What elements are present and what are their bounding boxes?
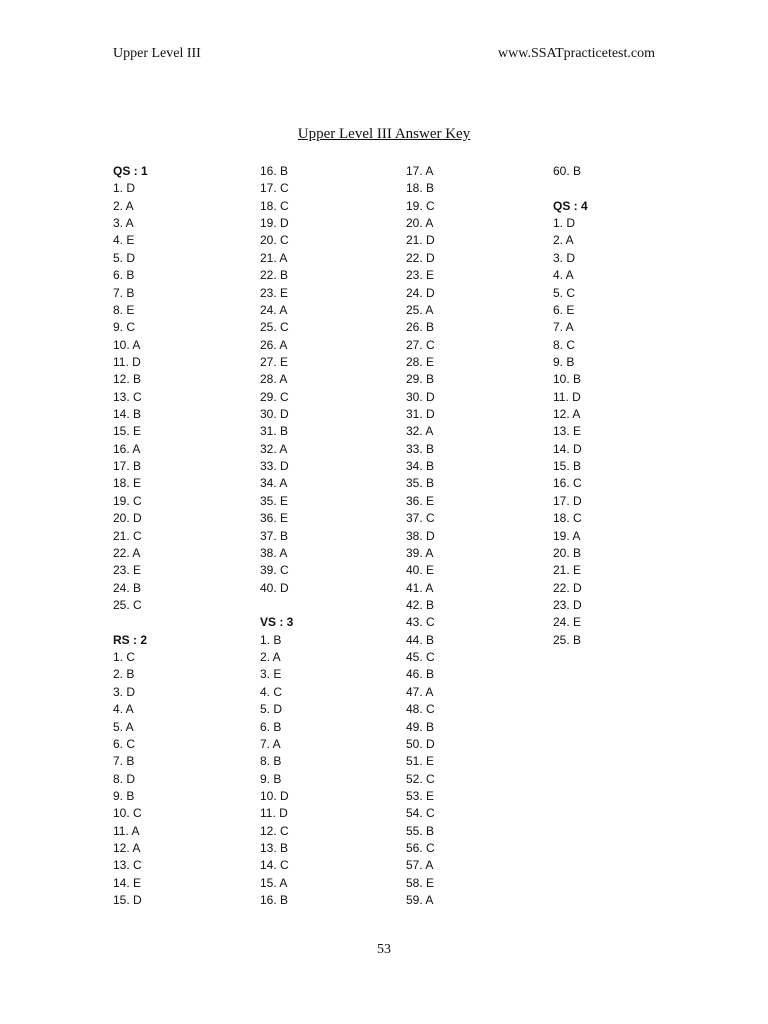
answer-item: 49. B [406, 719, 435, 734]
answer-item: 1. D [113, 181, 136, 196]
answer-item: 10. A [113, 337, 141, 352]
answer-item: 8. D [113, 771, 136, 786]
answer-item: 26. A [260, 337, 288, 352]
answer-item: 13. E [553, 424, 582, 439]
answer-item: 15. B [553, 459, 582, 474]
answer-item: 56. C [406, 841, 435, 856]
answer-item: 8. B [260, 754, 282, 769]
answer-item: 50. D [406, 736, 435, 751]
answer-column-3 [406, 163, 435, 909]
answer-item: 35. E [260, 493, 289, 508]
answer-item: 55. B [406, 823, 435, 838]
spacer [553, 180, 588, 197]
answer-item: 17. B [113, 459, 142, 474]
answer-item: 44. B [406, 632, 435, 647]
answer-item: 2. A [260, 650, 281, 665]
answer-item: 27. C [406, 337, 435, 352]
answer-item: 31. D [406, 407, 435, 422]
answer-item: 18. E [113, 476, 142, 491]
answer-item: 4. A [553, 268, 574, 283]
answer-item: 52. C [406, 771, 435, 786]
answer-item: 17. C [260, 181, 289, 196]
answer-item: 33. D [260, 459, 289, 474]
answer-item: 30. D [406, 389, 435, 404]
answer-item: 14. B [113, 407, 142, 422]
answer-item: 43. C [406, 615, 435, 630]
answer-item: 5. D [113, 250, 136, 265]
answer-item: 14. C [260, 858, 289, 873]
answer-item: 22. B [260, 268, 289, 283]
answer-item: 25. A [406, 302, 434, 317]
answer-item: 12. B [113, 372, 142, 387]
answer-item: 45. C [406, 650, 435, 665]
answer-item: 3. A [113, 216, 134, 231]
answer-item: 39. C [260, 563, 289, 578]
answer-item: 2. A [553, 233, 574, 248]
answer-item: 37. B [260, 528, 289, 543]
answer-item: 2. B [113, 667, 135, 682]
answer-item: 10. C [113, 806, 142, 821]
answer-item: 12. C [260, 823, 289, 838]
answer-item: 30. D [260, 407, 289, 422]
answer-item: 12. A [113, 841, 141, 856]
answer-item: 51. E [406, 754, 435, 769]
answer-item: 24. B [113, 580, 142, 595]
answer-item: 20. D [113, 511, 142, 526]
answer-item: 15. E [113, 424, 142, 439]
answer-item: 17. A [406, 164, 434, 178]
answer-item: 31. B [260, 424, 289, 439]
answer-item: 17. D [553, 493, 582, 508]
answer-item: 12. A [553, 407, 581, 422]
answer-item: 6. B [113, 268, 135, 283]
answer-item: 7. B [113, 754, 135, 769]
answer-item: 1. D [553, 216, 576, 231]
answer-item: 16. B [260, 164, 289, 178]
answer-item: 7. A [553, 320, 574, 335]
answer-item: 15. D [113, 893, 142, 908]
answer-item: 21. E [553, 563, 582, 578]
answer-item: 25. C [260, 320, 289, 335]
answer-item: 23. E [260, 285, 289, 300]
header-left-text: Upper Level III [113, 46, 201, 61]
answer-item: 11. D [113, 354, 141, 369]
answer-item: 5. D [260, 702, 283, 717]
answer-item: 25. C [113, 597, 142, 612]
answer-item: 2. A [113, 198, 134, 213]
answer-item: 3. D [553, 250, 576, 265]
answer-item: 3. E [260, 667, 282, 682]
answer-item: 59. A [406, 893, 434, 908]
answer-item: 46. B [406, 667, 435, 682]
section-heading: QS : 1 [113, 164, 148, 178]
answer-item: 34. B [406, 459, 435, 474]
answer-item: 40. E [406, 563, 435, 578]
answer-item: 38. A [260, 545, 288, 560]
answer-item: 60. B [553, 164, 582, 178]
answer-item: 11. D [260, 806, 288, 821]
answer-item: 11. D [553, 389, 581, 404]
answer-item: 24. A [260, 302, 288, 317]
answer-item: 53. E [406, 788, 435, 803]
answer-item: 21. A [260, 250, 288, 265]
answer-item: 32. A [406, 424, 434, 439]
answer-item: 33. B [406, 441, 435, 456]
spacer [260, 597, 293, 614]
answer-item: 4. C [260, 684, 283, 699]
answer-item: 10. B [553, 372, 582, 387]
section-heading: RS : 2 [113, 632, 148, 647]
answer-item: 3. D [113, 684, 136, 699]
answer-item: 22. D [553, 580, 582, 595]
answer-item: 54. C [406, 806, 435, 821]
answer-item: 26. B [406, 320, 435, 335]
answer-item: 13. C [113, 858, 142, 873]
answer-item: 19. A [553, 528, 581, 543]
answer-item: 1. C [113, 650, 136, 665]
answer-item: 9. B [553, 354, 575, 369]
answer-item: 18. C [553, 511, 582, 526]
answer-item: 34. A [260, 476, 288, 491]
section-heading: QS : 4 [553, 198, 588, 213]
answer-item: 48. C [406, 702, 435, 717]
answer-item: 9. B [113, 788, 135, 803]
header-right-url: www.SSATpracticetest.com [498, 46, 655, 61]
section-heading: VS : 3 [260, 615, 294, 630]
answer-item: 18. B [406, 181, 435, 196]
answer-item: 1. B [260, 632, 282, 647]
answer-item: 28. E [406, 354, 435, 369]
answer-item: 28. A [260, 372, 288, 387]
answer-column-2 [260, 163, 293, 909]
answer-item: 13. B [260, 841, 289, 856]
answer-item: 16. C [553, 476, 582, 491]
answer-item: 16. B [260, 893, 289, 908]
page-title: Upper Level III Answer Key [297, 126, 471, 142]
answer-item: 29. B [406, 372, 435, 387]
answer-item: 57. A [406, 858, 434, 873]
answer-item: 6. E [553, 302, 575, 317]
answer-item: 7. B [113, 285, 135, 300]
answer-item: 38. D [406, 528, 435, 543]
answer-item: 13. C [113, 389, 142, 404]
answer-item: 24. D [406, 285, 435, 300]
answer-item: 15. A [260, 875, 288, 890]
answer-item: 20. C [260, 233, 289, 248]
answer-item: 24. E [553, 615, 582, 630]
answer-item: 8. E [113, 302, 135, 317]
answer-item: 5. A [113, 719, 134, 734]
answer-item: 20. A [406, 216, 434, 231]
answer-item: 40. D [260, 580, 289, 595]
answer-item: 37. C [406, 511, 435, 526]
answer-item: 39. A [406, 545, 434, 560]
answer-item: 4. E [113, 233, 135, 248]
answer-item: 25. B [553, 632, 582, 647]
answer-item: 14. E [113, 875, 142, 890]
spacer [113, 614, 148, 631]
answer-item: 14. D [553, 441, 582, 456]
answer-item: 41. A [406, 580, 434, 595]
page-number: 53 [377, 942, 391, 957]
answer-item: 23. E [113, 563, 142, 578]
answer-item: 19. D [260, 216, 289, 231]
answer-item: 11. A [113, 823, 140, 838]
answer-item: 9. C [113, 320, 136, 335]
answer-item: 10. D [260, 788, 289, 803]
answer-item: 8. C [553, 337, 576, 352]
answer-item: 36. E [406, 493, 435, 508]
answer-item: 29. C [260, 389, 289, 404]
answer-item: 7. A [260, 736, 281, 751]
answer-column-1 [113, 163, 148, 909]
answer-item: 23. D [553, 597, 582, 612]
answer-item: 19. C [406, 198, 435, 213]
answer-item: 19. C [113, 493, 142, 508]
answer-item: 16. A [113, 441, 141, 456]
answer-item: 9. B [260, 771, 282, 786]
answer-item: 21. D [406, 233, 435, 248]
answer-item: 5. C [553, 285, 576, 300]
answer-item: 22. A [113, 545, 141, 560]
answer-item: 58. E [406, 875, 435, 890]
answer-item: 36. E [260, 511, 289, 526]
answer-item: 6. C [113, 736, 136, 751]
answer-item: 42. B [406, 597, 435, 612]
answer-item: 4. A [113, 702, 134, 717]
answer-item: 32. A [260, 441, 288, 456]
answer-item: 27. E [260, 354, 289, 369]
answer-item: 6. B [260, 719, 282, 734]
answer-item: 23. E [406, 268, 435, 283]
answer-item: 18. C [260, 198, 289, 213]
answer-item: 20. B [553, 545, 582, 560]
answer-item: 22. D [406, 250, 435, 265]
answer-item: 21. C [113, 528, 142, 543]
answer-item: 35. B [406, 476, 435, 491]
answer-item: 47. A [406, 684, 434, 699]
answer-column-4 [553, 163, 588, 649]
